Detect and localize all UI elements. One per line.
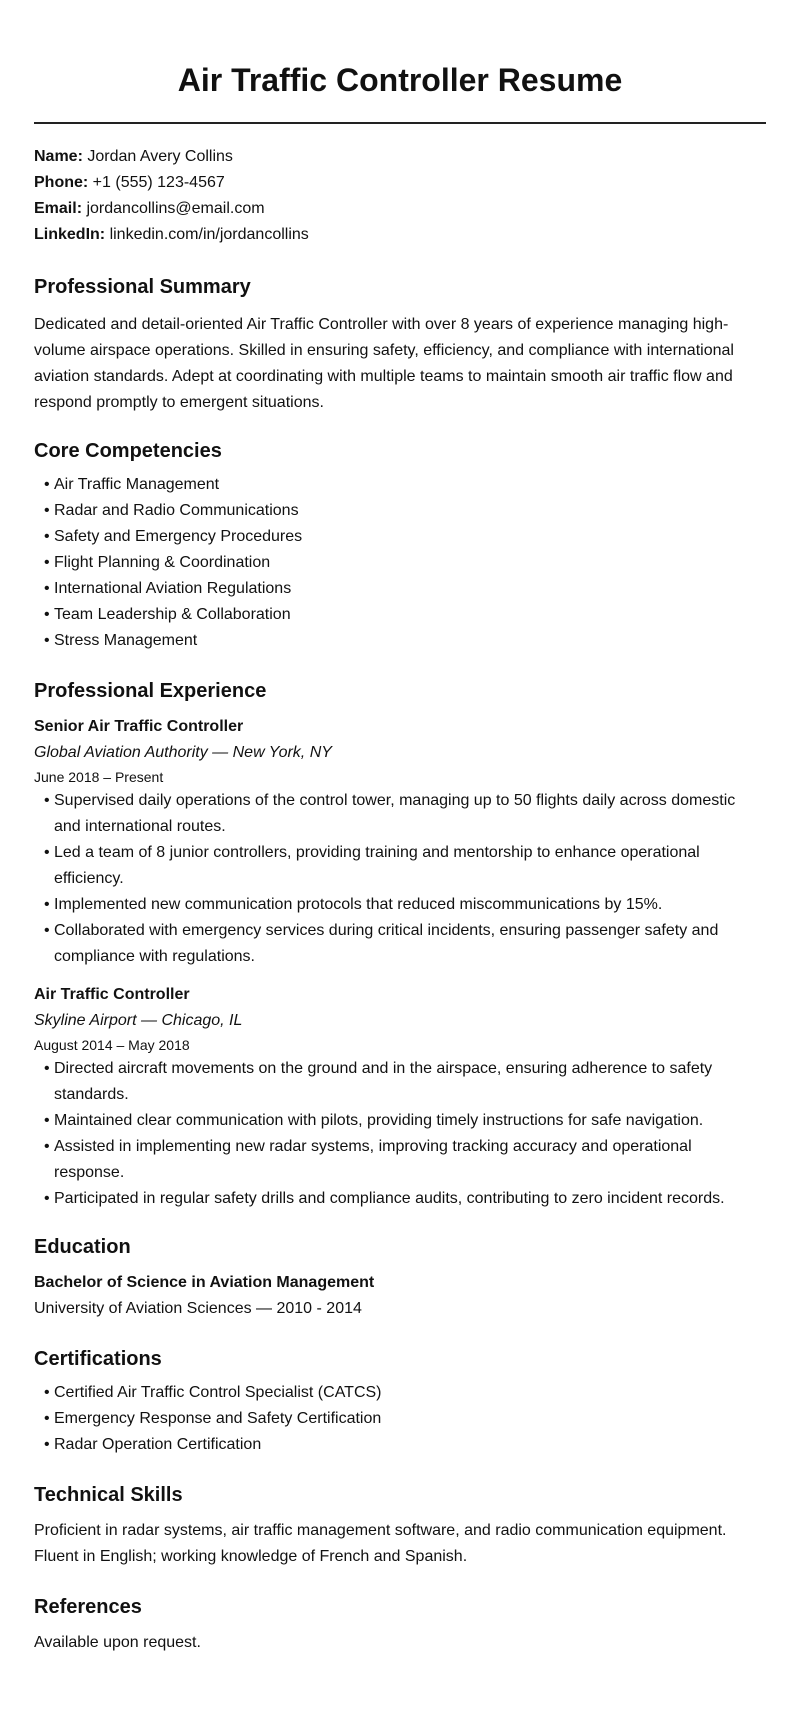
list-item: • Team Leadership & Collaboration xyxy=(44,606,291,623)
degree-title: Bachelor of Science in Aviation Management xyxy=(34,1274,375,1291)
contact-email-row xyxy=(34,196,766,222)
school-line: University of Aviation Sciences — 2010 - 2014 xyxy=(34,1300,362,1317)
education-heading: Education xyxy=(34,1236,131,1258)
contact-block xyxy=(34,144,766,248)
email-label: Email: xyxy=(34,200,83,217)
list-item: • Participated in regular safety drills and compliance audits, contributing to zero incident records. xyxy=(44,1190,725,1207)
summary-text: Dedicated and detail-oriented Air Traffic Controller with over 8 years of experience managing high-volume airspace operations. Skilled in ensuring safety, efficiency, and compliance with international aviation standards. Adept at coordinating with multiple teams to maintain smooth air traffic flow and respond promptly to emergent situations. xyxy=(34,316,734,411)
list-item: • Radar Operation Certification xyxy=(44,1436,262,1453)
list-item: • Assisted in implementing new radar systems, improving tracking accuracy and operational response. xyxy=(44,1138,692,1181)
linkedin-value: linkedin.com/in/jordancollins xyxy=(109,226,309,243)
competencies-list xyxy=(34,472,766,654)
phone-value: +1 (555) 123-4567 xyxy=(92,174,225,191)
certifications-heading: Certifications xyxy=(34,1348,162,1370)
list-item: • Maintained clear communication with pilots, providing timely instructions for safe navigation. xyxy=(44,1112,704,1129)
references-text: Available upon request. xyxy=(34,1634,201,1651)
job-company: Skyline Airport — Chicago, IL xyxy=(34,1012,243,1029)
page-title: Air Traffic Controller Resume xyxy=(177,62,623,98)
job-bullets xyxy=(34,788,766,970)
list-item: • Emergency Response and Safety Certification xyxy=(44,1410,382,1427)
email-value: jordancollins@email.com xyxy=(86,200,265,217)
references-heading: References xyxy=(34,1596,142,1618)
list-item: • Certified Air Traffic Control Specialist (CATCS) xyxy=(44,1384,382,1401)
technical-skills-text: Proficient in radar systems, air traffic management software, and radio communication equipment. Fluent in English; working knowledge of French and Spanish. xyxy=(34,1522,727,1565)
job-entry xyxy=(34,714,766,970)
linkedin-label: LinkedIn: xyxy=(34,226,106,243)
list-item: • Implemented new communication protocols that reduced miscommunications by 15%. xyxy=(44,896,663,913)
list-item: • International Aviation Regulations xyxy=(44,580,292,597)
list-item: • Led a team of 8 junior controllers, providing training and mentorship to enhance operational efficiency. xyxy=(44,844,700,887)
list-item: • Stress Management xyxy=(44,632,198,649)
experience-heading: Professional Experience xyxy=(34,680,267,702)
list-item: • Directed aircraft movements on the ground and in the airspace, ensuring adherence to safety standards. xyxy=(44,1060,713,1103)
contact-name-row xyxy=(34,144,766,170)
summary-heading: Professional Summary xyxy=(34,276,251,298)
job-company: Global Aviation Authority — New York, NY xyxy=(34,744,332,761)
title-divider xyxy=(34,122,766,124)
list-item: • Supervised daily operations of the control tower, managing up to 50 flights daily across domestic and international routes. xyxy=(44,792,736,835)
competencies-heading: Core Competencies xyxy=(34,440,222,462)
list-item: • Safety and Emergency Procedures xyxy=(44,528,303,545)
list-item: • Radar and Radio Communications xyxy=(44,502,299,519)
job-title: Air Traffic Controller xyxy=(34,986,190,1003)
certifications-list xyxy=(34,1380,766,1458)
contact-linkedin-row xyxy=(34,222,766,248)
name-value: Jordan Avery Collins xyxy=(87,148,233,165)
list-item: • Collaborated with emergency services during critical incidents, ensuring passenger safety and compliance with regulations. xyxy=(44,922,719,965)
job-title: Senior Air Traffic Controller xyxy=(34,718,244,735)
job-entry xyxy=(34,982,766,1212)
job-dates: August 2014 – May 2018 xyxy=(34,1037,190,1053)
contact-phone-row xyxy=(34,170,766,196)
job-bullets xyxy=(34,1056,766,1212)
phone-label: Phone: xyxy=(34,174,89,191)
name-label: Name: xyxy=(34,148,83,165)
technical-skills-heading: Technical Skills xyxy=(34,1484,183,1506)
list-item: • Flight Planning & Coordination xyxy=(44,554,271,571)
list-item: • Air Traffic Management xyxy=(44,476,220,493)
job-dates: June 2018 – Present xyxy=(34,769,164,785)
